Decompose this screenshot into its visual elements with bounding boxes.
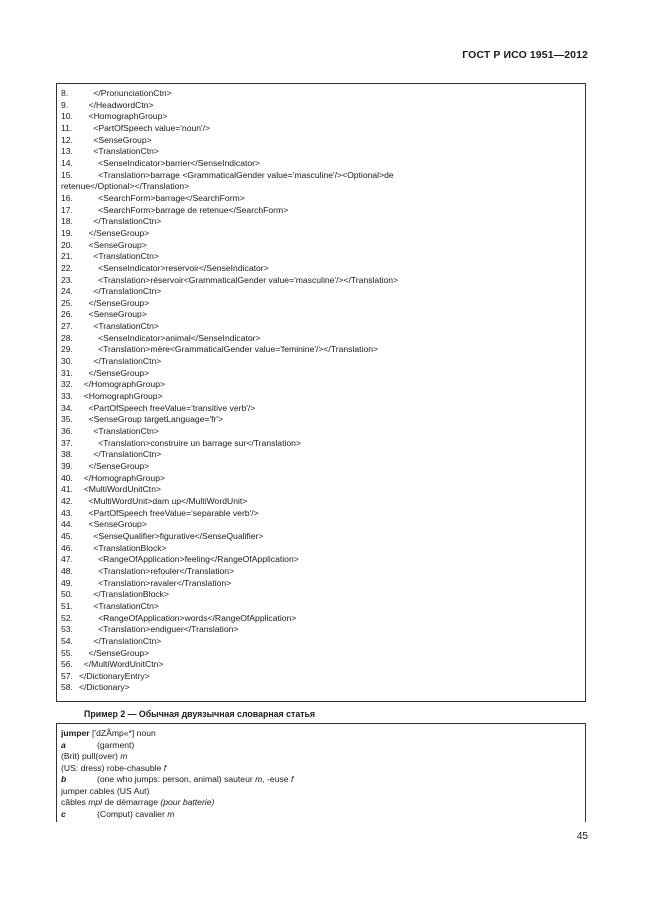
code-line (61, 158, 581, 170)
code-text: <TranslationBlock> (79, 542, 167, 553)
headword: jumper (61, 728, 90, 738)
code-text: </Dictionary> (79, 682, 130, 693)
line-number: 30. (61, 356, 73, 367)
grammar-label: mpl (88, 797, 103, 808)
code-line (61, 461, 581, 473)
code-text: <SearchForm>barrage de retenue</SearchForm> (79, 204, 289, 215)
code-line (61, 111, 581, 123)
code-line (61, 135, 581, 147)
sense-letter: a (61, 739, 66, 750)
code-line (61, 309, 581, 321)
line-number: 13. (61, 146, 73, 157)
code-text: </TranslationCtn> (79, 216, 162, 227)
code-line (61, 263, 581, 275)
code-text: <SenseIndicator>barrier</SenseIndicator> (79, 157, 261, 168)
code-line (61, 613, 581, 625)
line-number: 44. (61, 519, 73, 530)
line-number: 21. (61, 251, 73, 262)
line-number: 48. (61, 565, 73, 576)
code-line (61, 251, 581, 263)
line-number: 34. (61, 402, 73, 413)
line-number: 22. (61, 262, 73, 273)
line-number: 58. (61, 682, 73, 693)
headword-line (61, 728, 581, 740)
pronunciation-pos: ['dZÃmp«*] noun (89, 728, 156, 738)
line-number: 53. (61, 624, 73, 635)
code-line (61, 379, 581, 391)
line-number: 37. (61, 437, 73, 448)
line-number: 41. (61, 484, 73, 495)
code-text: <PartOfSpeech freeValue='separable verb'/> (79, 507, 259, 518)
code-text: </SenseGroup> (79, 647, 150, 658)
example-caption: Пример 2 — Обычная двуязычная словарная статья (84, 709, 316, 719)
dictionary-text: (Comput) cavalier (97, 808, 168, 819)
code-text: <MultiWordUnit>dam up</MultiWordUnit> (79, 495, 248, 506)
line-number: 31. (61, 367, 73, 378)
line-number: 16. (61, 192, 73, 203)
code-text: </TranslationBlock> (79, 589, 169, 600)
code-line (61, 659, 581, 671)
code-line (61, 438, 581, 450)
line-number: 45. (61, 530, 73, 541)
dictionary-text: (US: dress) robe-chasuble (61, 762, 164, 773)
code-line (61, 531, 581, 543)
line-number: 38. (61, 449, 73, 460)
grammar-label: f (290, 774, 294, 785)
xml-code-block (56, 83, 586, 702)
code-text: </TranslationCtn> (79, 449, 162, 460)
code-line (61, 298, 581, 310)
line-number: 20. (61, 239, 73, 250)
line-number: 49. (61, 577, 73, 588)
line-number: 9. (61, 99, 69, 110)
code-line (61, 391, 581, 403)
code-text: <Translation>endiguer</Translation> (79, 624, 239, 635)
code-text: <PartOfSpeech freeValue='transitive verb'/> (79, 402, 256, 413)
code-line (61, 286, 581, 298)
code-line (61, 589, 581, 601)
code-text: <SenseIndicator>animal</SenseIndicator> (79, 332, 261, 343)
dictionary-line (61, 809, 581, 821)
code-text: </HeadwordCtn> (79, 99, 154, 110)
code-text: <SenseGroup> (79, 134, 152, 145)
line-number: 56. (61, 659, 73, 670)
code-text: <SearchForm>barrage</SearchForm> (79, 192, 245, 203)
line-number: 51. (61, 600, 73, 611)
code-text: </TranslationCtn> (79, 286, 162, 297)
code-text: <SenseGroup> (79, 309, 147, 320)
dictionary-line (61, 786, 581, 798)
code-text: <SenseGroup targetLanguage='fr'> (79, 414, 223, 425)
code-line (61, 496, 581, 508)
code-text: </SenseGroup> (79, 297, 150, 308)
code-line (61, 333, 581, 345)
line-number: 43. (61, 507, 73, 518)
code-text: <SenseIndicator>reservoir</SenseIndicator> (79, 262, 269, 273)
code-line (61, 275, 581, 287)
code-text: <RangeOfApplication>words</RangeOfApplication> (79, 612, 297, 623)
line-number: 19. (61, 227, 73, 238)
line-number: 12. (61, 134, 73, 145)
code-text: <TranslationCtn> (79, 600, 159, 611)
code-line (61, 414, 581, 426)
code-line (61, 88, 581, 100)
line-number: 11. (61, 122, 73, 133)
dictionary-text: (Brit) pull(over) (61, 751, 121, 762)
code-text: <HomographGroup> (79, 111, 168, 122)
code-line (61, 205, 581, 217)
page-number: 45 (576, 831, 588, 842)
code-line (61, 473, 581, 485)
code-text: <PartOfSpeech value='noun'/> (79, 122, 211, 133)
code-text: <MultiWordUnitCtn> (79, 484, 161, 495)
code-text: <Translation>refouler</Translation> (79, 565, 235, 576)
code-line (61, 624, 581, 636)
line-number: 57. (61, 670, 73, 681)
line-number: 14. (61, 157, 73, 168)
code-text: <Translation>mère<GrammaticalGender value='feminine'/></Translation> (79, 344, 379, 355)
code-line (61, 508, 581, 520)
dictionary-text-tail: de démarrage (102, 797, 161, 808)
code-line (61, 578, 581, 590)
sense-letter: b (61, 774, 67, 785)
code-text: </SenseGroup> (79, 227, 150, 238)
line-number: 24. (61, 286, 73, 297)
dictionary-text: câbles (61, 797, 89, 808)
code-line (61, 100, 581, 112)
line-number: 36. (61, 426, 73, 437)
code-text: <RangeOfApplication>feeling</RangeOfApplication> (79, 554, 299, 565)
line-number: 15. (61, 169, 73, 180)
code-text: <Translation>ravaler</Translation> (79, 577, 232, 588)
dictionary-entry-block (56, 723, 586, 822)
code-text: </SenseGroup> (79, 367, 150, 378)
code-text: <TranslationCtn> (79, 146, 159, 157)
code-line (61, 146, 581, 158)
code-line (61, 449, 581, 461)
code-text: <Translation>réservoir<GrammaticalGender value='masculine'/></Translation> (79, 274, 399, 285)
code-line (61, 648, 581, 660)
code-text: retenue</Optional></Translation> (61, 181, 190, 192)
code-line (61, 344, 581, 356)
code-text: </TranslationCtn> (79, 356, 162, 367)
line-number: 39. (61, 461, 73, 471)
line-number: 47. (61, 554, 73, 565)
line-number: 54. (61, 635, 73, 646)
line-number: 27. (61, 321, 73, 332)
code-text: <TranslationCtn> (79, 321, 159, 332)
code-text: </HomographGroup> (79, 472, 165, 483)
code-text: </PronunciationCtn> (79, 88, 172, 98)
code-text: <SenseGroup> (79, 519, 147, 530)
grammar-label: m (120, 751, 128, 762)
code-line (61, 216, 581, 228)
code-text: </SenseGroup> (79, 461, 150, 471)
line-number: 25. (61, 297, 73, 308)
line-number: 8. (61, 88, 69, 98)
code-line (61, 240, 581, 252)
code-text: <Translation>barrage <GrammaticalGender value='masculine'/><Optional>de (79, 169, 394, 180)
line-number: 50. (61, 589, 73, 600)
code-line (61, 181, 581, 193)
code-line (61, 403, 581, 415)
dictionary-text-tail: , -euse (262, 774, 291, 785)
grammar-label: (pour batterie) (160, 797, 215, 808)
code-line (61, 356, 581, 368)
line-number: 18. (61, 216, 73, 227)
code-line (61, 671, 581, 683)
code-text: </TranslationCtn> (79, 635, 162, 646)
line-number: 42. (61, 495, 73, 506)
code-text: </HomographGroup> (79, 379, 165, 390)
line-number: 17. (61, 204, 73, 215)
code-line (61, 426, 581, 438)
grammar-label: f (163, 762, 167, 773)
dictionary-line (61, 797, 581, 809)
dictionary-line (61, 751, 581, 763)
line-number: 29. (61, 344, 73, 355)
code-line (61, 682, 581, 694)
line-number: 52. (61, 612, 73, 623)
dictionary-line (61, 774, 581, 786)
line-number: 26. (61, 309, 73, 320)
code-line (61, 543, 581, 555)
code-line (61, 123, 581, 135)
code-line (61, 193, 581, 205)
code-text: <TranslationCtn> (79, 426, 159, 437)
dictionary-line (61, 763, 581, 775)
line-number: 33. (61, 391, 73, 402)
code-text: </MultiWordUnitCtn> (79, 659, 164, 670)
grammar-label: m (167, 808, 175, 819)
dictionary-line (61, 740, 581, 752)
code-line (61, 519, 581, 531)
code-text: <Translation>construire un barrage sur</Translation> (79, 437, 301, 448)
sense-letter: c (61, 808, 66, 819)
code-line (61, 228, 581, 240)
code-text: <TranslationCtn> (79, 251, 159, 262)
line-number: 55. (61, 647, 73, 658)
line-number: 32. (61, 379, 73, 390)
line-number: 10. (61, 111, 73, 122)
code-line (61, 484, 581, 496)
document-header: ГОСТ Р ИСО 1951—2012 (462, 49, 588, 61)
dictionary-text: jumper cables (US Aut) (61, 785, 150, 796)
code-text: <SenseQualifier>figurative</SenseQualifier> (79, 530, 264, 541)
code-line (61, 321, 581, 333)
line-number: 46. (61, 542, 73, 553)
dictionary-text: (garment) (97, 739, 135, 750)
line-number: 28. (61, 332, 73, 343)
code-line (61, 170, 581, 182)
code-line (61, 636, 581, 648)
code-text: <SenseGroup> (79, 239, 147, 250)
line-number: 23. (61, 274, 73, 285)
dictionary-text: (one who jumps: person, animal) sauteur (97, 774, 256, 785)
code-text: <HomographGroup> (79, 391, 163, 402)
code-line (61, 554, 581, 566)
line-number: 40. (61, 472, 73, 483)
code-line (61, 566, 581, 578)
code-text: </DictionaryEntry> (79, 670, 150, 681)
line-number: 35. (61, 414, 73, 425)
code-line (61, 601, 581, 613)
code-line (61, 368, 581, 380)
grammar-label: m (255, 774, 263, 785)
